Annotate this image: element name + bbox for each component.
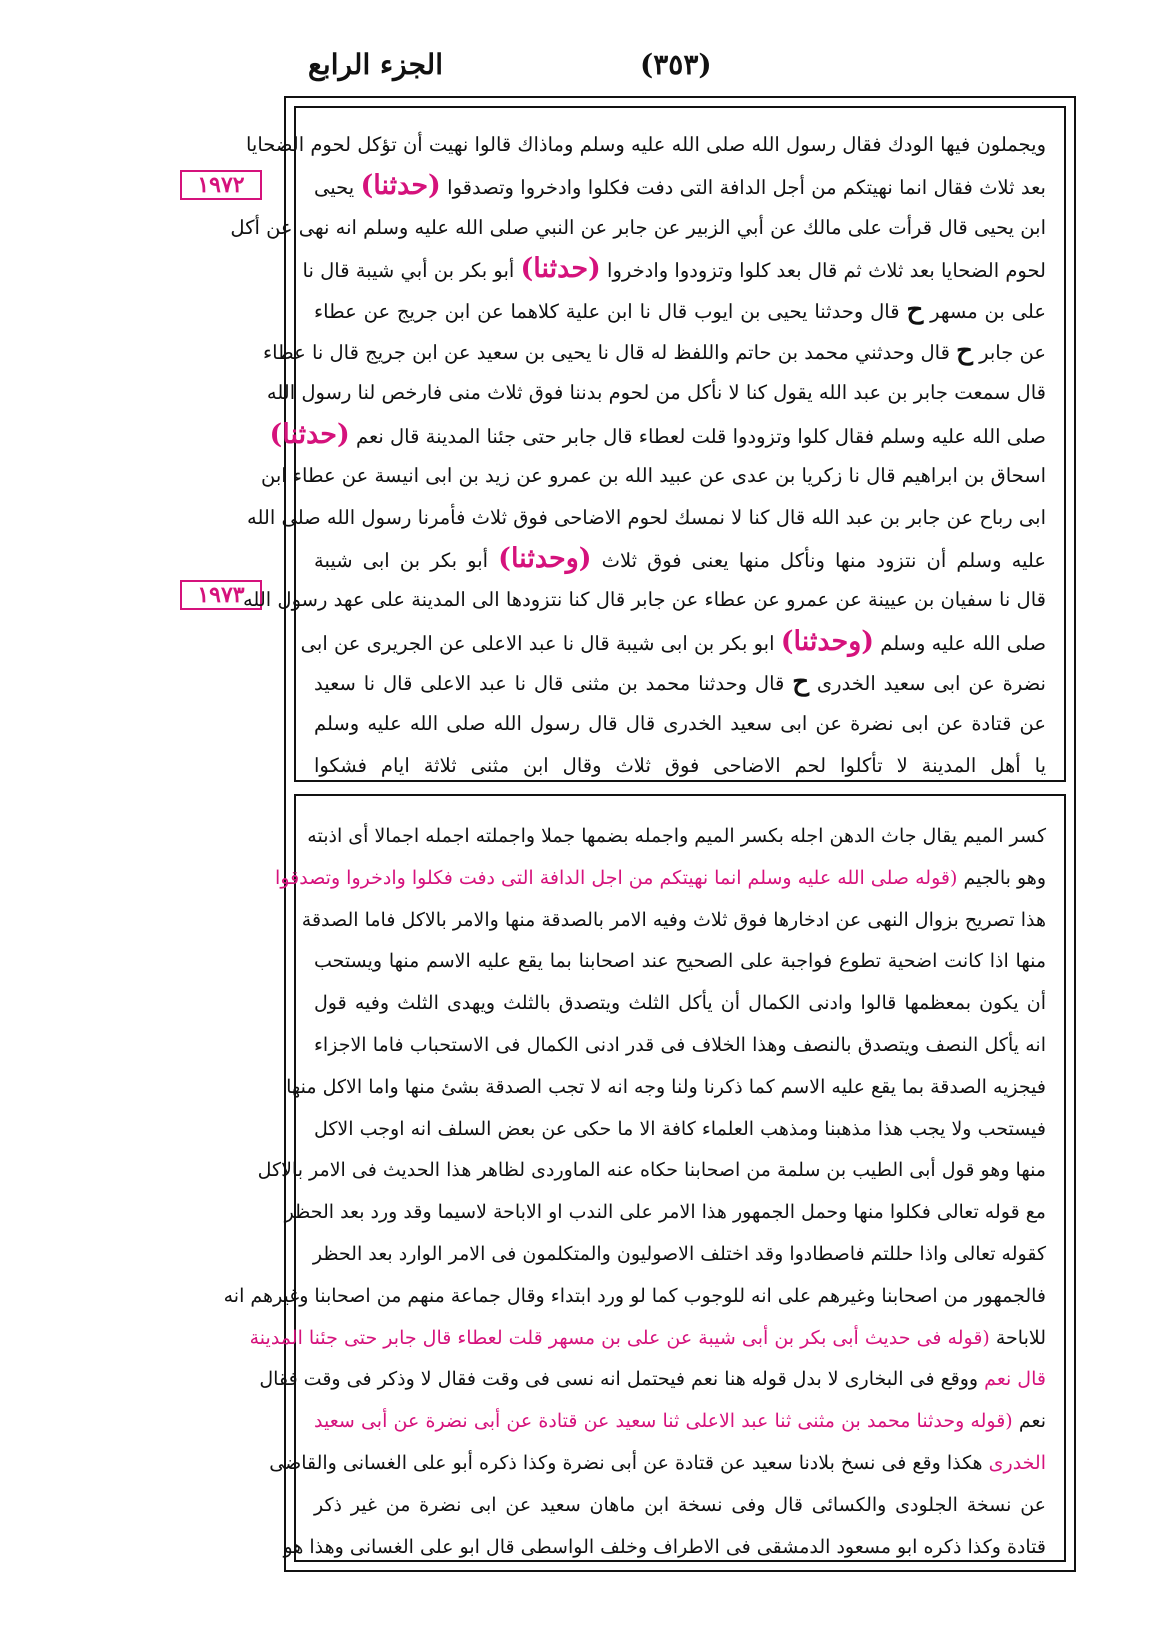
haddathana-keyword: (حدثنا) [269, 418, 350, 450]
text-segment: لحوم الضحايا بعد ثلاث ثم قال بعد كلوا وتزودوا وادخروا [607, 259, 1046, 283]
text-segment: نضرة عن ابى سعيد الخدرى [816, 672, 1046, 696]
text-segment: كسر الميم يقال جاث الدهن اجله بكسر الميم واجمله بضمها جملا واجملته اجمله اجمالا أى اذبته [307, 825, 1046, 847]
commentary-line [301, 900, 1046, 942]
hadith-number-badge: ١٩٧٢ [180, 170, 262, 200]
text-segment: ويجملون فيها الودك فقال رسول الله صلى الله عليه وسلم وماذاك قالوا نهيت أن تؤكل لحوم الضحايا [245, 133, 1046, 156]
text-line [242, 579, 1046, 620]
commentary-line [314, 1234, 1046, 1276]
text-segment: عليه وسلم أن نتزود منها ونأكل منها يعنى فوق ثلاث [601, 548, 1047, 572]
text-line [300, 621, 1046, 662]
text-segment: فالجمهور من اصحابنا وغيرهم على انه للوجوب كما لو ورد ابتداء وقال جماعة منهم من اصحابنا وغيرهم انه [223, 1284, 1046, 1307]
quoted-lemma: الخدرى [988, 1451, 1046, 1474]
text-segment: منها وهو قول أبى الطيب بن سلمة من اصحابنا حكاه عنه الماوردى لظاهر هذا الحديث فى الامر بالاكل [257, 1159, 1046, 1182]
text-line [314, 745, 1046, 786]
page-number: (٣٥٣) [640, 48, 712, 81]
text-segment: قتادة وكذا ذكره ابو مسعود الدمشقى فى الاطراف وخلف الواسطى قال ابو على الغسانى وهذا هو [283, 1535, 1046, 1558]
commentary-line [314, 1025, 1046, 1067]
tahwil-mark: ح [792, 667, 810, 698]
text-segment: صلى الله عليه وسلم [880, 631, 1046, 655]
quoted-lemma: (قوله صلى الله عليه وسلم انما نهيتكم من اجل الدافة التى دفت فكلوا وادخروا وتصدقوا [275, 866, 958, 889]
text-line [245, 124, 1046, 165]
commentary-line [286, 1067, 1046, 1109]
tahwil-mark: ح [956, 335, 973, 366]
commentary-line [314, 941, 1046, 983]
commentary-line [314, 1485, 1046, 1527]
quoted-lemma: (قوله فى حديث أبى بكر بن أبى شيبة عن على بن مسهر قلت لعطاء قال جابر حتى جئنا المدينة [249, 1326, 990, 1349]
text-segment: كقوله تعالى واذا حللتم فاصطادوا وقد اختلف الاصوليون والمتكلمون فى الامر الوارد بعد الحظر [312, 1242, 1046, 1265]
commentary-text-box [223, 794, 1066, 1562]
page-frame [223, 96, 1076, 1572]
text-line [314, 538, 1046, 579]
text-line [247, 497, 1046, 538]
text-line [230, 207, 1046, 248]
commentary-line [314, 983, 1046, 1025]
text-segment: قال وحدثني محمد بن حاتم واللفظ له قال نا يحيى بن سعيد عن ابن جريج قال نا عطاء [263, 340, 950, 364]
text-segment: منها اذا كانت اضحية تطوع فواجبة على الصحيح عند اصحابنا بما يقع عليه الاسم منها ويستحب [314, 950, 1046, 973]
haddathana-keyword: (حدثنا) [520, 253, 601, 285]
text-segment: وهو بالجيم [963, 866, 1046, 889]
text-line [269, 414, 1046, 455]
text-segment: عن نسخة الجلودى والكسائى قال وفى نسخة ابن ماهان سعيد عن ابى نضرة من غير ذكر [314, 1493, 1046, 1516]
text-line [314, 662, 1046, 703]
commentary-line [249, 1318, 1046, 1360]
commentary-line [223, 1276, 1046, 1318]
hadith-text-box [230, 106, 1066, 782]
text-segment: ابو بكر بن ابى شيبة قال نا عبد الاعلى عن الجريرى عن ابى [300, 631, 775, 655]
commentary-line [259, 1359, 1046, 1401]
text-segment: عن جابر [979, 340, 1046, 364]
text-segment: قال سمعت جابر بن عبد الله يقول كنا لا نأكل من لحوم بدننا فوق ثلاث منى فارخص لنا رسول الله [266, 381, 1046, 405]
text-segment: اسحاق بن ابراهيم قال نا زكريا بن عدى عن عبيد الله بن عمرو عن زيد بن ابى انيسة عن عطاء ابن [260, 464, 1046, 488]
text-segment: انه يأكل النصف ويتصدق بالنصف وهذا الخلاف فى قدر ادنى الكمال فى الاستحباب فاما الاجزاء [314, 1033, 1046, 1056]
text-line [314, 165, 1046, 206]
text-line [266, 372, 1046, 413]
commentary-line [275, 858, 1046, 900]
commentary-line [314, 1109, 1046, 1151]
part-title: الجزء الرابع [308, 48, 443, 81]
text-segment: يا أهل المدينة لا تأكلوا لحم الاضاحى فوق ثلاث وقال ابن مثنى ثلاثة ايام فشكوا [314, 753, 1046, 777]
text-segment: هذا تصريح بزوال النهى عن ادخارها فوق ثلاث وفيه الامر بالصدقة منها والامر بالاكل فاما الصدقة [301, 908, 1046, 931]
commentary-line [257, 1150, 1046, 1192]
text-segment: مع قوله تعالى فكلوا منها وحمل الجمهور هذا الامر على الندب او الاباحة لاسيما وقد ورد بعد الحظر [284, 1201, 1046, 1224]
text-segment: على بن مسهر [930, 299, 1047, 323]
text-segment: بعد ثلاث فقال انما نهيتكم من أجل الدافة التى دفت فكلوا وادخروا وتصدقوا [447, 176, 1046, 200]
commentary-line [283, 1527, 1046, 1569]
text-segment: قال نا سفيان بن عيينة عن عمرو عن عطاء عن جابر قال كنا نتزودها الى المدينة على عهد رسول الله [242, 588, 1046, 612]
quoted-lemma: (قوله وحدثنا محمد بن مثنى ثنا عبد الاعلى ثنا سعيد عن قتادة عن أبى نضرة عن أبى سعيد [314, 1410, 1013, 1433]
tahwil-mark: ح [906, 294, 924, 325]
haddathana-keyword: (وحدثنا) [780, 625, 875, 657]
commentary-line [284, 1192, 1046, 1234]
haddathana-keyword: (وحدثنا) [498, 542, 592, 574]
text-segment: ابى رباح عن جابر بن عبد الله قال كنا لا نمسك لحوم الاضاحى فوق ثلاث فأمرنا رسول الله صلى الله [247, 505, 1046, 529]
text-segment: قال وحدثنا يحيى بن ايوب قال نا ابن علية كلاهما عن ابن جريج عن عطاء [314, 299, 900, 323]
text-line [263, 331, 1046, 372]
text-segment: هكذا وقع فى نسخ بلادنا سعيد عن قتادة عن أبى نضرة وكذا ذكره أبو على الغسانى والقاضى [269, 1451, 983, 1474]
commentary-line [314, 1401, 1046, 1443]
text-segment: يحيى [314, 176, 355, 200]
commentary-line [307, 816, 1046, 858]
commentary-line [269, 1443, 1046, 1485]
text-segment: ابن يحيى قال قرأت على مالك عن أبي الزبير عن جابر عن النبي صلى الله عليه وسلم انه نهى عن أكل [230, 215, 1046, 239]
haddathana-keyword: (حدثنا) [360, 170, 441, 202]
text-line [302, 248, 1046, 289]
text-segment: عن قتادة عن ابى نضرة عن ابى سعيد الخدرى قال قال رسول الله صلى الله عليه وسلم [314, 712, 1046, 736]
text-segment: فيجزيه الصدقة بما يقع عليه الاسم كما ذكرنا ولنا وجه انه لا تجب الصدقة بشئ منها واما الاكل منها [286, 1075, 1046, 1098]
running-head [300, 48, 740, 94]
text-segment: أبو بكر بن ابى شيبة [314, 548, 489, 572]
text-segment: فيستحب ولا يجب هذا مذهبنا ومذهب العلماء كافة الا ما حكى عن بعض السلف انه اوجب الاكل [314, 1117, 1046, 1140]
text-line [314, 703, 1046, 744]
text-line [260, 455, 1046, 496]
hadith-number-badge: ١٩٧٣ [180, 580, 262, 610]
text-segment: أن يكون بمعظمها قالوا وادنى الكمال أن يأكل الثلث ويتصدق بالثلث ويهدى الثلث وفيه قول [314, 992, 1046, 1015]
text-segment: صلى الله عليه وسلم فقال كلوا وتزودوا قلت لعطاء قال جابر حتى جئنا المدينة قال نعم [355, 424, 1046, 448]
text-segment: أبو بكر بن أبي شيبة قال نا [302, 259, 515, 283]
quoted-lemma: قال نعم [984, 1368, 1046, 1391]
text-segment: نعم [1018, 1410, 1046, 1433]
text-segment: ووقع فى البخارى لا بدل قوله هنا نعم فيحتمل انه نسى فى وقت فقال لا وذكر فى وقت فقال [259, 1368, 979, 1391]
text-line [314, 290, 1046, 331]
text-segment: للاباحة [995, 1326, 1046, 1349]
text-segment: قال وحدثنا محمد بن مثنى قال نا عبد الاعلى قال نا سعيد [314, 672, 785, 696]
